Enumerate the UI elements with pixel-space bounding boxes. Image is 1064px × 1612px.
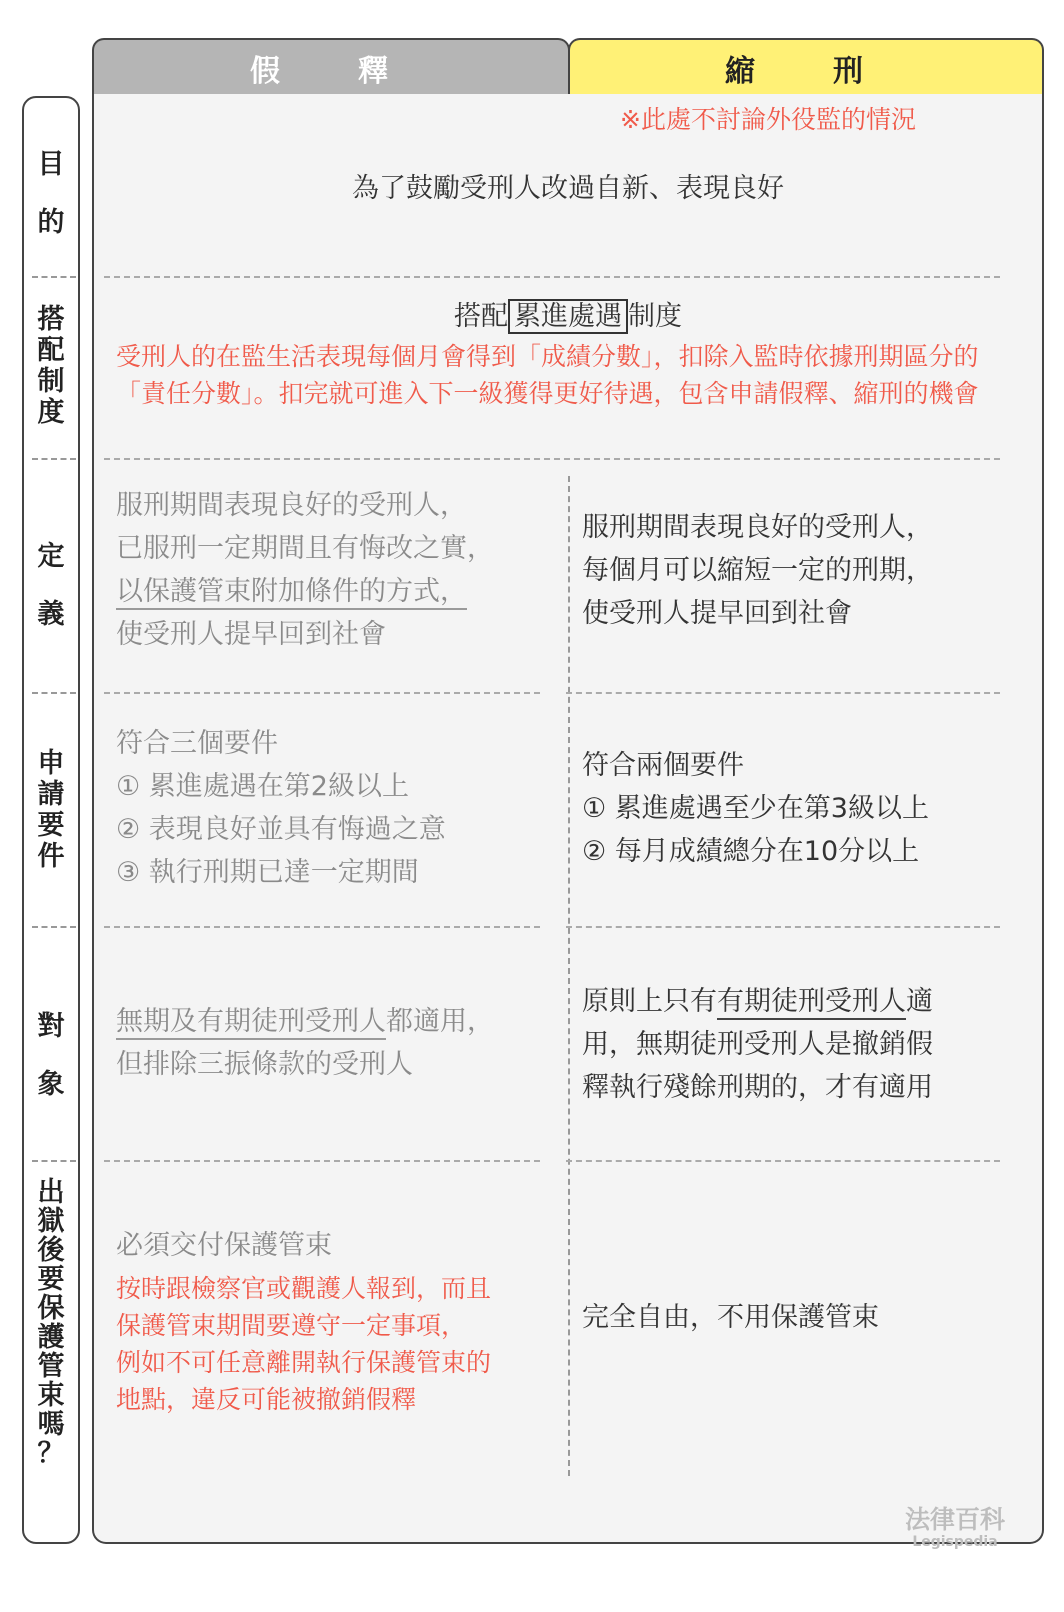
row-divider [32,692,76,694]
supervision-detail-line: 地點，違反可能被撤銷假釋 [116,1385,417,1414]
reduction-definition-line: 使受刑人提早回到社會 [582,598,852,629]
parole-target-line: 無期及有期徒刑受刑人都適用， [116,1000,556,1043]
reduction-definition-line: 服刑期間表現良好的受刑人， [582,512,933,543]
parole-requirement-item: ③ 執行刑期已達一定期間 [116,857,419,888]
reduction-requirement-item: ② 每月成績總分在10分以上 [582,836,920,867]
section-divider [104,458,1000,460]
row-label-purpose: 目 的 [37,149,65,238]
tab-sentence-reduction: 縮 刑 [568,38,1044,96]
reduction-requirement-item: ① 累進處遇至少在第3級以上 [582,793,929,824]
section-divider [104,276,1000,278]
parole-requirement-item: ② 表現良好並具有悔過之意 [116,814,446,845]
row-divider [32,458,76,460]
reduction-requirements [582,744,1022,873]
section-divider [104,692,540,694]
reduction-target-line: 原則上只有有期徒刑受刑人適 [582,980,1022,1023]
section-divider [566,1160,1000,1162]
system-heading [92,294,1044,333]
section-divider [566,926,1000,928]
progressive-treatment-box: 累進處遇 [508,299,628,334]
reduction-target [582,980,1022,1109]
reduction-target-line: 用，無期徒刑受刑人是撤銷假 [582,1029,933,1060]
parole-definition-line: 服刑期間表現良好的受刑人， [116,490,467,521]
reduction-requirements-heading: 符合兩個要件 [582,750,744,781]
reduction-supervision: 完全自由，不用保護管束 [582,1302,879,1333]
parole-requirements [116,722,556,894]
row-label-requirements: 申 請 要 件 [37,748,65,872]
tab-parole: 假 釋 [92,38,570,96]
row-label-system: 搭 配 制 度 [37,304,65,428]
row-divider [32,276,76,278]
system-suffix: 制度 [628,301,682,332]
parole-target [116,1000,556,1086]
parole-supervision-main: 必須交付保護管束 [116,1230,332,1261]
section-divider [566,692,1000,694]
parole-definition-line: 已服刑一定期間且有悔改之實， [116,533,494,564]
section-divider [104,926,540,928]
row-divider [32,926,76,928]
brand-logo-cn: 法律百科 [904,1505,1005,1534]
row-label-supervision: 出 獄 後 要 保 護 管 束 嗎 ？ [37,1177,65,1469]
parole-supervision-detail [116,1270,556,1418]
parole-definition [116,484,556,656]
reduction-definition [582,506,1022,635]
reduction-target-line: 釋執行殘餘刑期的，才有適用 [582,1072,933,1103]
section-divider [104,1160,540,1162]
parole-target-line: 但排除三振條款的受刑人 [116,1049,413,1080]
supervision-detail-line: 按時跟檢察官或觀護人報到，而且 [116,1274,492,1303]
parole-requirements-heading: 符合三個要件 [116,728,278,759]
brand-logo-en: Legispedia [912,1534,998,1550]
system-explanation: 受刑人的在監生活表現每個月會得到「成績分數」，扣除入監時依據刑期區分的「責任分數」。扣完就可進入下一級獲得更好待遇，包含申請假釋、縮刑的機會 [116,342,979,408]
reduction-definition-line: 每個月可以縮短一定的刑期， [582,555,933,586]
column-divider [568,476,570,1476]
purpose-text: 為了鼓勵受刑人改過自新、表現良好 [352,173,784,204]
row-label-target: 對 象 [37,1011,65,1100]
parole-definition-line: 使受刑人提早回到社會 [116,619,386,650]
system-prefix: 搭配 [454,301,508,332]
supervision-detail-line: 保護管束期間要遵守一定事項， [116,1311,467,1340]
row-divider [32,1160,76,1162]
parole-requirement-item: ① 累進處遇在第2級以上 [116,771,409,802]
supervision-detail-line: 例如不可任意離開執行保護管束的 [116,1348,492,1377]
parole-definition-line: 以保護管束附加條件的方式， [116,570,556,613]
scope-note: ※此處不討論外役監的情況 [620,105,916,134]
row-label-definition: 定 義 [37,541,65,630]
